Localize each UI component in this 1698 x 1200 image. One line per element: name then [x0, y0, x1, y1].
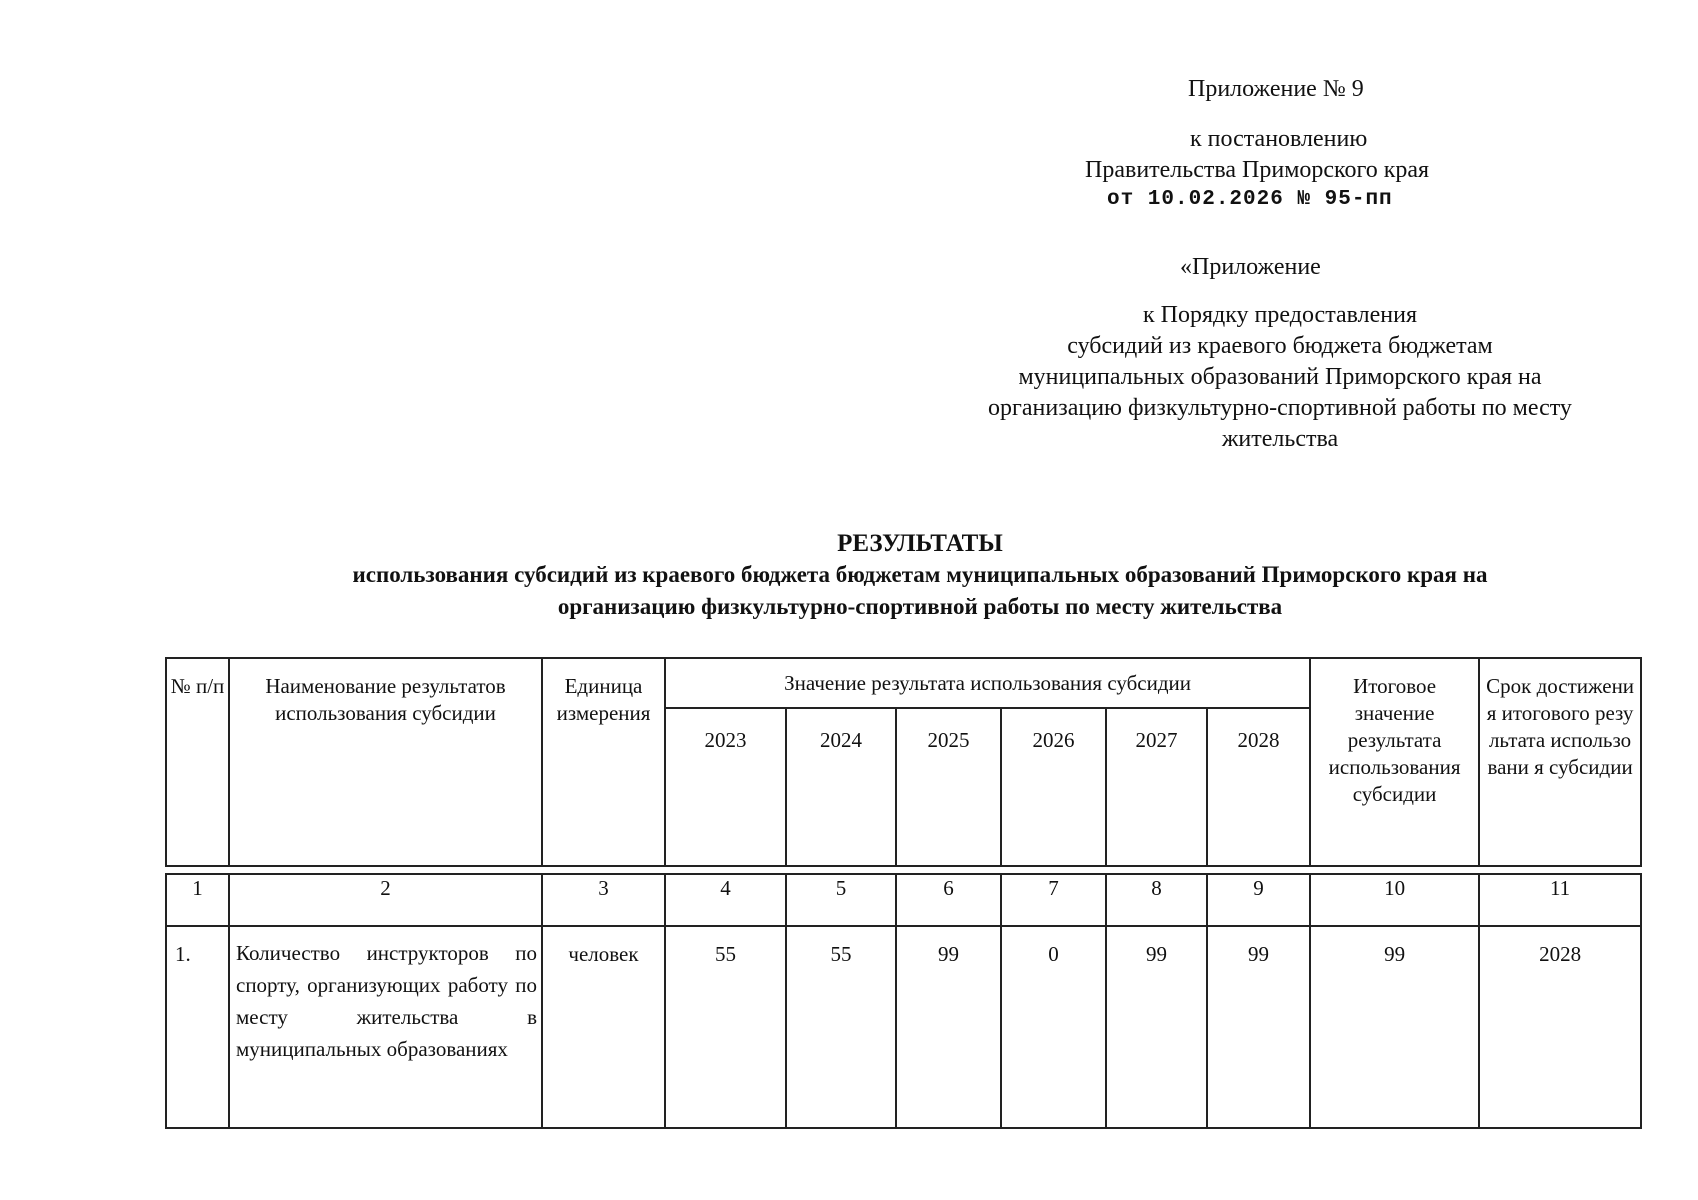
title-subtitle-line: использования субсидий из краевого бюджета бюджетам муниципальных образований Приморского края на — [352, 562, 1488, 587]
column-number: 9 — [1207, 874, 1310, 926]
column-number: 5 — [786, 874, 896, 926]
title-subtitle — [190, 559, 1650, 623]
col-header-unit: Единица измерения — [542, 658, 665, 866]
appendix-number: Приложение № 9 — [1188, 76, 1364, 102]
year-header: 2023 — [665, 708, 786, 866]
col-header-total: Итоговое значение результата использования субсидии — [1310, 658, 1479, 866]
title-main: РЕЗУЛЬТАТЫ — [837, 530, 1003, 557]
procedure-line: субсидий из краевого бюджета бюджетам — [1067, 333, 1493, 359]
year-header: 2024 — [786, 708, 896, 866]
government-label: Правительства Приморского края — [1085, 157, 1430, 183]
column-number: 8 — [1106, 874, 1207, 926]
deadline-year: 2028 — [1479, 926, 1641, 1128]
table-row — [166, 926, 1641, 1128]
column-number: 4 — [665, 874, 786, 926]
separator-row — [166, 866, 1641, 874]
document-title — [190, 528, 1650, 623]
column-number: 1 — [166, 874, 229, 926]
procedure-line: жительства — [1221, 426, 1339, 452]
col-header-num: № п/п — [166, 658, 229, 866]
procedure-line: муниципальных образований Приморского края на — [1018, 364, 1542, 390]
decree-reference: от 10.02.2026 № 95-пп — [1107, 188, 1393, 211]
column-number: 10 — [1310, 874, 1479, 926]
year-header: 2027 — [1106, 708, 1207, 866]
value-2025: 99 — [896, 926, 1001, 1128]
procedure-line: к Порядку предоставления — [1142, 302, 1417, 328]
col-header-deadline: Срок достижения итогового результата использовани я субсидии — [1479, 658, 1641, 866]
value-2024: 55 — [786, 926, 896, 1128]
separator — [166, 866, 1641, 874]
column-numbers-row — [166, 874, 1641, 926]
column-number: 3 — [542, 874, 665, 926]
title-subtitle-line: организацию физкультурно-спортивной работы по месту жительства — [557, 594, 1283, 619]
value-2028: 99 — [1207, 926, 1310, 1128]
year-header: 2026 — [1001, 708, 1106, 866]
col-header-name: Наименование результатов использования субсидии — [229, 658, 542, 866]
value-2023: 55 — [665, 926, 786, 1128]
procedure-line: организацию физкультурно-спортивной работы по месту — [988, 395, 1572, 421]
unit: человек — [542, 926, 665, 1128]
column-number: 6 — [896, 874, 1001, 926]
column-number: 2 — [229, 874, 542, 926]
appendix-label: «Приложение — [1180, 254, 1321, 280]
to-decree-label: к постановлению — [1190, 126, 1368, 152]
row-number: 1. — [166, 926, 229, 1128]
column-number: 11 — [1479, 874, 1641, 926]
procedure-reference — [930, 300, 1630, 455]
column-number: 7 — [1001, 874, 1106, 926]
results-table — [165, 657, 1642, 1129]
value-2026: 0 — [1001, 926, 1106, 1128]
col-header-value-group: Значение результата использования субсидии — [665, 658, 1310, 708]
header-row-1 — [166, 658, 1641, 708]
year-header: 2025 — [896, 708, 1001, 866]
value-2027: 99 — [1106, 926, 1207, 1128]
total-value: 99 — [1310, 926, 1479, 1128]
result-name: Количество инструкторов по спорту, организующих работу по месту жительства в муниципальных образованиях — [229, 926, 542, 1128]
year-header: 2028 — [1207, 708, 1310, 866]
